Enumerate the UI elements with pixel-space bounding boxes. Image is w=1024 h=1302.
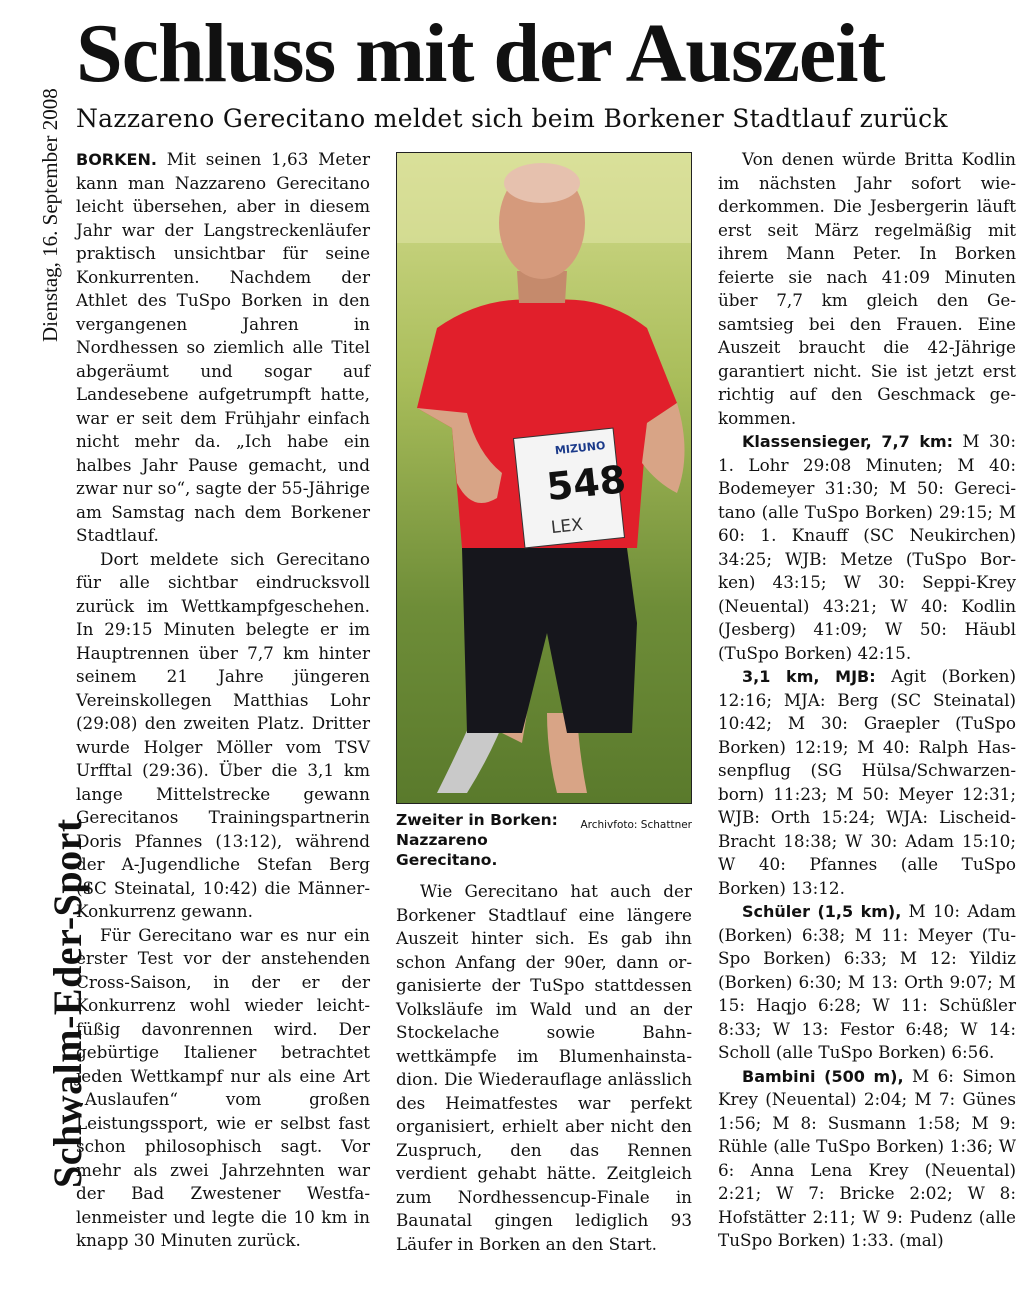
results-heading: Klassensieger, 7,7 km: xyxy=(742,432,954,451)
results-block xyxy=(718,430,1016,665)
dateline: BORKEN. xyxy=(76,150,157,169)
caption-text: Zweiter in Borken: Nazzareno Gerecitano. xyxy=(396,811,558,869)
column-3 xyxy=(718,148,1016,1253)
paragraph-text: Mit seinen 1,63 Meter kann man Nazzareno Gerecitano leicht übersehen, aber in diesem Jahr war der Langstreckenläufer praktisch unsichtbar für seine Konkurrenten. Nachdem der Athlet des TuSpo Borken in den vergangenen Jahren in Nordhessen so ziemlich alle Titel abgeräumt und sogar auf Landesebene aufgetrumpft hatte, war er seit dem Frühjahr einfach nicht mehr da. „Ich habe ein halbes Jahr Pause gemacht, und zwar nur so“, sagte der 55-Jährige am Samstag nach dem Borkener Stadtlauf. xyxy=(76,149,370,545)
results-heading: Bambini (500 m), xyxy=(742,1066,904,1086)
column-2 xyxy=(396,880,692,1256)
runner-photo xyxy=(396,152,692,804)
bib-sponsor: LEX xyxy=(550,514,584,539)
headline: Schluss mit der Auszeit xyxy=(76,7,885,100)
paragraph: Wie Gerecitano hat auch der Borkener Stadtlauf eine längere Auszeit hinter sich. Es gab ihn schon Anfang der 90er, dann organisierte der TuSpo stattdessen Volksläufe im Wald und an der Stockelache sowie Bahnwettkämpfe im Blumenhainstadion. Die Wiederauflage anlässlich des Heimatfestes war perfekt organisiert, erhielt aber nicht den Zuspruch, den das Rennen verdient gehabt hätte. Zeitgleich zum Nordhessencup-Finale in Baunatal gingen lediglich 93 Läufer in Borken an den Start. xyxy=(396,881,692,1254)
subheadline: Nazzareno Gerecitano meldet sich beim Borkener Stadtlauf zurück xyxy=(76,104,948,133)
issue-date: Dienstag, 16. September 2008 xyxy=(38,88,62,342)
column-1 xyxy=(76,148,370,1253)
results-heading: Schüler (1,5 km), xyxy=(742,902,902,921)
side-rail xyxy=(0,0,90,1302)
results-text: M 6: Simon Krey (Neuental) 2:04; M 7: Günes 1:56; M 8: Susmann 1:58; M 9: Rühle (alle TuSpo Borken) 1:36; W 6: Anna Lena Krey (Neuental) 2:21; W 7: Bricke 2:02; W 8: Hofstätter 2:11; W 9: Pudenz (alle TuSpo Borken) 1:33. (mal) xyxy=(718,1065,1017,1250)
paragraph xyxy=(76,148,370,548)
results-block xyxy=(718,1065,1016,1253)
results-text: Agit (Borken) 12:16; MJA: Berg (SC Steinatal) 10:42; M 30: Graepler (TuSpo Borken) 12:19; M 40: Ralph Hassenpflug (SG Hülsa/Schwarzenborn) 11:23; M 50: Meyer 12:31; WJB: Orth 15:24; WJA: Lischeid-Bracht 18:38; W 30: Adam 15:10; W 40: Pfannes (alle TuSpo Borken) 13:12. xyxy=(718,666,1016,898)
results-block xyxy=(718,665,1016,900)
photo-caption xyxy=(396,810,692,870)
photo-credit: Archivfoto: Schattner xyxy=(580,819,692,831)
section-rubric: Schwalm-Eder-Sport xyxy=(45,818,90,1188)
bib-brand: MIZUNO xyxy=(554,439,606,458)
results-text: M 30: 1. Lohr 29:08 Minuten; M 40: Bodemeyer 31:30; M 50: Gerecitano (alle TuSpo Borken) 29:15; M 60: 1. Knauff (SC Neukirchen) 34:25; WJB: Metze (TuSpo Borken) 43:15; W 30: Seppi-Krey (Neuental) 43:21; W 40: Kodlin (Jesberg) 41:09; W 50: Häubl (TuSpo Borken) 42:15. xyxy=(718,431,1016,663)
runner-illustration xyxy=(397,153,691,803)
bib-number: 548 xyxy=(544,457,629,510)
paragraph: Von denen würde Britta Kodlin im nächsten Jahr sofort wiederkommen. Die Jesbergerin läuft erst seit März regelmäßig mit ihrem Mann Peter. In Borken feierte sie nach 41:09 Minuten über 7,7 km gleich den Gesamtsieg bei den Frauen. Eine Auszeit braucht die 42-Jährige garantiert nicht. Sie ist jetzt erst richtig auf den Geschmack gekommen. xyxy=(718,149,1016,428)
paragraph: Dort meldete sich Gerecitano für alle sichtbar eindrucksvoll zurück im Wettkampfgeschehen. In 29:15 Minuten belegte er im Hauptrennen über 7,7 km hinter seinem 21 Jahre jüngeren Vereinskollegen Matthias Lohr (29:08) den zweiten Platz. Dritter wurde Holger Möller vom TSV Urfftal (29:36). Über die 3,1 km lange Mittelstrecke gewann Gerecitanos Trainingspartnerin Doris Pfannes (13:12), während der A-Jugendliche Stefan Berg (SC Steinatal, 10:42) die Männer-Konkurrenz gewann. xyxy=(76,548,370,921)
results-text: M 10: Adam (Borken) 6:38; M 11: Meyer (TuSpo Borken) 6:33; M 12: Yildiz (Borken) 6:30; M 13: Orth 9:07; M 15: Haqjo 6:28; W 11: Schüßler 8:33; W 13: Festor 6:48; W 14: Scholl (alle TuSpo Borken) 6:56. xyxy=(718,901,1016,1062)
results-heading: 3,1 km, MJB: xyxy=(742,667,876,686)
results-block xyxy=(718,900,1016,1065)
paragraph: Für Gerecitano war es nur ein erster Test vor der anstehenden Cross-Saison, in der er der Konkurrenz wohl wieder leichtfüßig davonrennen wird. Der gebürtige Italiener betrachtet jeden Wettkampf nur als eine Art „Auslaufen“ vom großen Leistungssport, wie er selbst fast schon philosophisch sagt. Vor mehr als zwei Jahrzehnten war der Bad Zwestener Westfalenmeister und legte die 10 km in knapp 30 Minuten zurück. xyxy=(76,924,370,1250)
